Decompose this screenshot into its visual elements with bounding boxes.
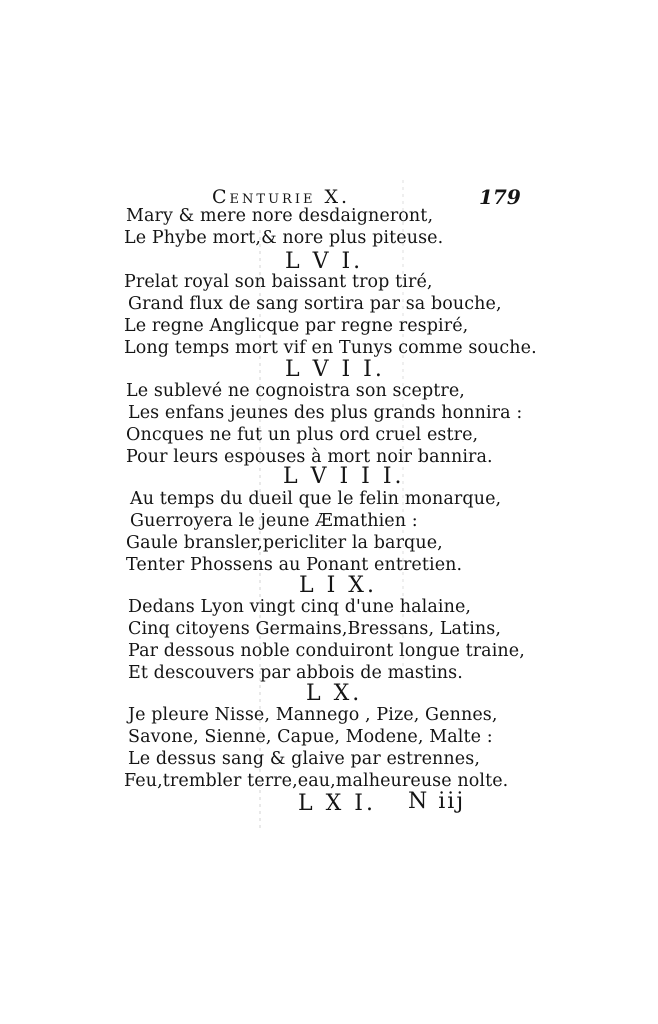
verse-line: Par dessous noble conduiront longue traine, <box>128 641 525 661</box>
verse-line: Mary & mere nore desdaigneront, <box>126 206 434 226</box>
verse-line: Cinq citoyens Germains,Bressans, Latins, <box>128 619 502 639</box>
quatrain-number: L V I I. <box>285 357 385 382</box>
verse-line: Prelat royal son baissant trop tiré, <box>124 272 433 292</box>
page-number: 179 <box>479 185 521 209</box>
running-head: Centurie X. <box>212 186 351 208</box>
verse-line: Le Phybe mort,& nore plus piteuse. <box>124 228 444 248</box>
printer-signature: N iij <box>408 789 466 814</box>
verse-line: Long temps mort vif en Tunys comme souche. <box>124 338 537 358</box>
verse-line: Dedans Lyon vingt cinq d'une halaine, <box>128 597 472 617</box>
verse-line: Gaule bransler,pericliter la barque, <box>126 533 443 553</box>
quatrain-number: L X. <box>306 681 363 706</box>
verse-line: Les enfans jeunes des plus grands honnira : <box>128 403 523 423</box>
verse-line: Le regne Anglicque par regne respiré, <box>124 316 469 336</box>
quatrain-number: L X I. <box>298 791 376 816</box>
verse-line: Grand flux de sang sortira par sa bouche, <box>128 294 502 314</box>
verse-line: Je pleure Nisse, Mannego , Pize, Gennes, <box>128 705 498 725</box>
verse-line: Le sublevé ne cognoistra son sceptre, <box>126 381 465 401</box>
verse-line: Savone, Sienne, Capue, Modene, Malte : <box>128 727 493 747</box>
verse-line: Au temps du dueil que le felin monarque, <box>130 489 502 509</box>
verse-line: Feu,trembler terre,eau,malheureuse nolte. <box>124 771 509 791</box>
verse-line: Et descouvers par abbois de mastins. <box>128 663 463 683</box>
quatrain-number: L V I. <box>285 249 364 274</box>
verse-line: Guerroyera le jeune Æmathien : <box>130 511 418 531</box>
verse-line: Le dessus sang & glaive par estrennes, <box>128 749 480 769</box>
quatrain-number: L V I I I. <box>283 464 405 489</box>
verse-line: Pour leurs espouses à mort noir bannira. <box>126 447 493 467</box>
verse-line: Oncques ne fut un plus ord cruel estre, <box>126 425 479 445</box>
quatrain-number: L I X. <box>299 573 377 598</box>
verse-line: Tenter Phossens au Ponant entretien. <box>126 555 463 575</box>
